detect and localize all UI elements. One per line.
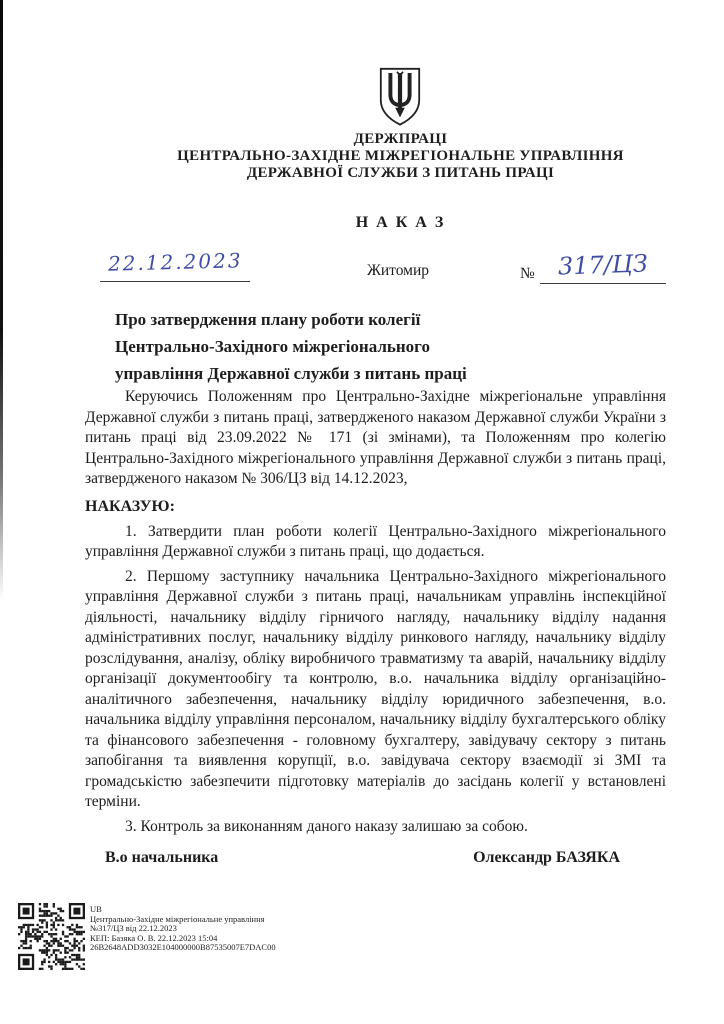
stamp-text-block	[90, 903, 276, 970]
order-subject	[115, 306, 525, 387]
subject-line: Про затвердження плану роботи колегії	[115, 310, 421, 329]
order-items	[85, 522, 666, 838]
scan-edge-artifact	[0, 0, 3, 600]
handwritten-number: 317/ЦЗ	[557, 249, 649, 281]
subject-line: Центрально-Західного міжрегіонального	[115, 337, 430, 356]
order-item: 1. Затвердити план роботи колегії Центрально-Західного міжрегіонального управління Державної служби з питань праці, що додається.	[85, 522, 666, 560]
qr-code-icon	[18, 903, 85, 970]
order-number-field	[520, 250, 666, 284]
signatory-position: В.о начальника	[105, 849, 219, 866]
org-name-line2: ЦЕНТРАЛЬНО-ЗАХІДНЕ МІЖРЕГІОНАЛЬНЕ УПРАВЛІННЯ	[177, 148, 624, 164]
preamble-paragraph: Керуючись Положенням про Центрально-Західне міжрегіональне управління Державної служби з питань праці, затвердженого наказом Державної служби України з питань праці від 23.09.2022 № 171 (зі змінами), та Положенням про колегію Центрально-Західного міжрегіонального управління Державної служби з питань праці, затвердженого наказом № 306/ЦЗ від 14.12.2023,	[85, 388, 666, 487]
order-meta-row	[85, 250, 666, 286]
signature-row	[85, 849, 666, 867]
subject-line: управління Державної служби з питань праці	[115, 364, 467, 383]
directive-word: НАКАЗУЮ:	[85, 497, 175, 515]
ukraine-trident-emblem	[372, 67, 428, 127]
stamp-doc-ref: №317/ЦЗ від 22.12.2023	[90, 923, 177, 934]
stamp-cert-id: 26B2648ADD3032E104000000B87535007E7DAC00	[90, 942, 276, 953]
stamp-org: Центрально-Західне міжрегіональне управління	[90, 913, 265, 924]
org-name-line1: ДЕРЖПРАЦІ	[353, 131, 448, 147]
stamp-kep: КЕП: Базяка О. В. 22.12.2023 15:04	[90, 932, 218, 943]
org-name-line3: ДЕРЖАВНОЇ СЛУЖБИ З ПИТАНЬ ПРАЦІ	[246, 165, 555, 181]
order-item: 2. Першому заступнику начальника Центрально-Західного міжрегіонального управління Державної служби з питань праці, начальникам управлінь інспекційної діяльності, начальнику відділу гірничого нагляду, начальнику відділу надання адміністративних послуг, начальнику відділу ринкового нагляду, начальнику відділу розслідування, аналізу, обліку виробничого травматизму та аварій, начальнику відділу організації документообігу та контролю, в.о. начальника відділу організаційно-аналітичного забезпечення, начальнику відділу юридичного забезпечення, в.о. начальника відділу управління персоналом, начальнику відділу бухгалтерського обліку та фінансового забезпечення - головному бухгалтеру, завідувачу сектору з питань запобігання та виявлення корупції, в.о. завідувача сектору взаємодії зі ЗМІ та громадськістю забезпечити підготовку матеріалів до засідань колегії у встановлені терміни.	[85, 567, 666, 810]
number-sign-label: №	[520, 265, 535, 282]
order-number-line	[540, 250, 666, 284]
order-date-field	[100, 250, 250, 282]
stamp-code: UB	[90, 904, 102, 914]
handwritten-date: 22.12.2023	[107, 248, 243, 276]
order-city: Житомир	[366, 262, 430, 279]
order-title: Н А К А З	[355, 214, 446, 231]
signatory-name: Олександр БАЗЯКА	[473, 849, 620, 866]
order-item: 3. Контроль за виконанням даного наказу залишаю за собою.	[125, 817, 528, 835]
digital-signature-stamp	[18, 903, 276, 970]
